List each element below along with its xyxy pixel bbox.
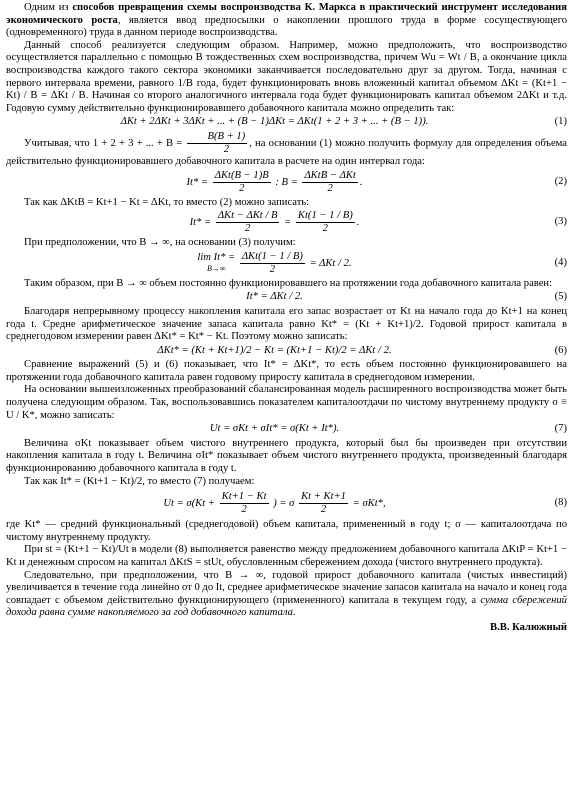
sum-fraction bbox=[187, 131, 247, 156]
conclusion-text-end: . bbox=[292, 607, 296, 619]
equation-2-lhs: It* = bbox=[186, 176, 209, 188]
equation-8-fraction-2 bbox=[299, 491, 348, 516]
equation-3 bbox=[6, 210, 567, 235]
intro-bold-text: способов превращения схемы воспроизводства К. Маркса в практический инструмент исследования экономического роста bbox=[6, 2, 567, 26]
equation-2-fraction-1-top: ΔKt(B − 1)B bbox=[214, 169, 269, 181]
equation-6-number: (6) bbox=[554, 344, 567, 356]
equation-3-body: It* = $\frac{\text{ΔKt − ΔKt / B}}{2}$ = $\frac{Kt(1 - 1 / B)}{2}$ . bbox=[189, 210, 360, 235]
conclusion-text: Следовательно, при предположении, что B → ∞, годовой прирост добавочного капитала (чистых инвестиций) увеличивается в течение года линейно от 0 до It, среднее арифметическое значение запасов капитала на начало и конец года совпадает с объемом действительно функционирующего (примененного) капитала в текущем году, а bbox=[6, 569, 567, 606]
equation-2-fraction-2-bottom: 2 bbox=[327, 182, 333, 194]
paragraph-intro bbox=[6, 2, 567, 40]
conclusion-italic-text: сумма сбережений дохода равна сумме накопляемого за год добавочного капитала bbox=[6, 594, 567, 619]
intro-text: Одним из bbox=[24, 2, 73, 13]
paragraph-since-2: Так как It* = (Kt+1 − Kt)/2, то вместо (7) получаем: bbox=[24, 475, 255, 487]
sum-text: Учитывая, что 1 + 2 + 3 + ... + B = bbox=[24, 137, 183, 149]
equation-7-number: (7) bbox=[554, 423, 567, 435]
paragraph-conclusion bbox=[6, 570, 567, 620]
equation-4-body bbox=[6, 251, 543, 276]
equation-8 bbox=[6, 491, 567, 516]
equation-5-body: It* = ΔKt / 2. bbox=[246, 291, 303, 303]
equation-5 bbox=[6, 291, 567, 304]
equation-4-fraction-top: ΔKt(1 − 1 / B) bbox=[241, 250, 303, 262]
author-signature: В.В. Калюжный bbox=[490, 621, 567, 633]
equation-5-number: (5) bbox=[554, 291, 567, 303]
equation-2-number: (2) bbox=[554, 175, 567, 187]
equation-8-fraction-1-top: Kt+1 − Kt bbox=[221, 491, 267, 503]
paragraph-magnitude: Величина σKt показывает объем чистого внутреннего продукта, который был бы произведен при отсутствии накопления капитала в году t. Величина σIt* показывает объем чистого внутреннего продукта, произведенный благодаря функционированию добавочного капитала в году t. bbox=[6, 437, 567, 475]
paragraph-comparison: Сравнение выражений (5) и (6) показывает, что It* = ΔKt*, то есть объем постоянно функционировавшего на протяжении года добавочного капитала равен годовому приросту капитала в среднегодовом измерении. bbox=[6, 359, 567, 383]
equation-4-fraction bbox=[240, 251, 305, 276]
equation-8-fraction-1-bottom: 2 bbox=[241, 504, 247, 516]
equation-3-lhs: It* = bbox=[189, 217, 212, 229]
equation-4 bbox=[6, 251, 567, 276]
equation-7 bbox=[6, 423, 567, 436]
equation-6-body: ΔKt* = (Kt + Kt+1)/2 − Kt = (Kt+1 − Kt)/2 = ΔKt / 2. bbox=[157, 344, 392, 356]
equation-2-body: It* = $\frac{\text{ΔKt(B − 1)B}}{2}$ : B = $\frac{\text{ΔKtB − ΔKt}}{2}$ . bbox=[186, 169, 363, 194]
equation-4-fraction-bottom: 2 bbox=[269, 263, 276, 275]
equation-8-fraction-1 bbox=[220, 491, 269, 516]
equation-3-fraction-2 bbox=[296, 210, 355, 235]
equation-6 bbox=[6, 345, 567, 358]
equation-2 bbox=[6, 170, 567, 195]
equation-2-fraction-2-top: ΔKtB − ΔKt bbox=[304, 169, 356, 181]
equation-3-fraction-1 bbox=[216, 210, 280, 235]
equation-3-fraction-2-bottom: 2 bbox=[322, 223, 328, 235]
equation-2-fraction-1 bbox=[213, 170, 271, 195]
equation-2-fraction-2 bbox=[302, 170, 357, 195]
equation-8-fraction-2-top: Kt + Kt+1 bbox=[301, 491, 346, 503]
equation-8-body bbox=[6, 491, 543, 516]
equation-7-body: Ut = σKt + σIt* = σ(Kt + It*). bbox=[209, 423, 340, 435]
equation-4-number: (4) bbox=[554, 256, 567, 268]
paragraph-savings: При st = (Kt+1 − Kt)/Ut в модели (8) выполняется равенство между предложением добавочного капитала ΔKtP = Kt+1 − Kt и денежным спросом на капитал ΔKtS = stUt, обусловленным сбережением дохода (чистого внутреннего продукта). bbox=[6, 544, 567, 568]
equation-1 bbox=[6, 116, 567, 129]
paragraph-thus: Таким образом, при B → ∞ объем постоянно функционировавшего на протяжении года добавочного капитала равен: bbox=[24, 277, 553, 289]
paragraph-accumulation: Благодаря непрерывному процессу накопления капитала его запас возрастает от Kt на начало года до Kt+1 на конец года t. Средне арифметическое значение запаса капитала равно Kt* = (Kt + Kt+1)/2. Годовой прирост капитала в среднегодовом измерении равен ΔKt* = Kt* − Kt. Поэтому можно записать: bbox=[6, 305, 567, 343]
equation-2-fraction-1-bottom: 2 bbox=[239, 182, 245, 194]
paragraph-since: Так как ΔKtB = Kt+1 − Kt = ΔKt, то вместо (2) можно записать: bbox=[24, 196, 310, 208]
equation-4-lhs: lim It* = bbox=[197, 252, 236, 264]
paragraph-assumption: При предположении, что B → ∞, на основании (3) получим: bbox=[24, 237, 296, 249]
equation-1-number: (1) bbox=[554, 116, 567, 128]
equation-8-lhs: Ut = σ(Kt + bbox=[163, 498, 215, 510]
equation-3-fraction-1-top: ΔKt − ΔKt / B bbox=[217, 210, 278, 222]
equation-8-fraction-2-bottom: 2 bbox=[320, 504, 327, 516]
paragraph-where: где Kt* — средний функциональный (среднегодовой) объем капитала, примененный в году t; σ — капиталоотдача по чистому внутреннему продукту. bbox=[6, 519, 567, 543]
paragraph-sum bbox=[6, 131, 567, 169]
equation-3-number: (3) bbox=[554, 216, 567, 228]
equation-3-fraction-2-top: Kt(1 − 1 / B) bbox=[297, 210, 353, 222]
sum-text-end: , на основании (1) можно получить формулу для определения объема действительно функционировавшего добавочного капитала в расчете на один интервал года: bbox=[6, 137, 567, 167]
sum-fraction-bottom: 2 bbox=[223, 143, 229, 155]
paragraph-method: Данный способ реализуется следующим образом. Например, можно предположить, что воспроизводство осуществляется параллельно с помощью B тождественных схем воспроизводства, причем Wu = Wt / B, а окончание цикла воспроизводства каждого такого сектора экономики заканчивается последовательно друг за другом. Тогда, начиная с первого интервала времени, равного 1/B года, будет функционировать вновь вложенный капитал объемом ΔKt = (Kt+1 − Kt) / B = ΔKt / B. Начиная со второго аналогичного интервала года будет функционировать капитал объемом 2ΔKt и т.д. Годовую сумму действительно функционировавшего добавочного капитала можно определить так: bbox=[6, 39, 567, 114]
equation-3-fraction-1-bottom: 2 bbox=[244, 223, 251, 235]
equation-8-mid: ) = σ bbox=[273, 498, 295, 510]
equation-8-number: (8) bbox=[554, 497, 567, 509]
equation-8-rhs: = σKt*, bbox=[352, 498, 386, 510]
equation-4-limit-sub: B→∞ bbox=[207, 264, 226, 274]
paragraph-balanced-model: На основании вышеизложенных преобразований сбалансированная модель расширенного воспроизводства может быть получена следующим образом. Так, воспользовавшись показателем капиталоотдачи по чистому внутреннему продукту σ ≡ U / K*, можно записать: bbox=[6, 384, 567, 421]
equation-4-rhs: = ΔKt / 2. bbox=[309, 257, 352, 269]
equation-2-mid: : B = bbox=[275, 176, 298, 188]
sum-fraction-top: B(B + 1) bbox=[187, 131, 247, 144]
equation-1-body: ΔKt + 2ΔKt + 3ΔKt + ... + (B − 1)ΔKt = ΔKt(1 + 2 + 3 + ... + (B − 1)). bbox=[120, 116, 429, 128]
intro-text-end: , является ввод предпосылки о накоплении прошлого труда в форме сосуществующего (одновременного) труда в данном периоде воспроизводства. bbox=[6, 14, 568, 39]
